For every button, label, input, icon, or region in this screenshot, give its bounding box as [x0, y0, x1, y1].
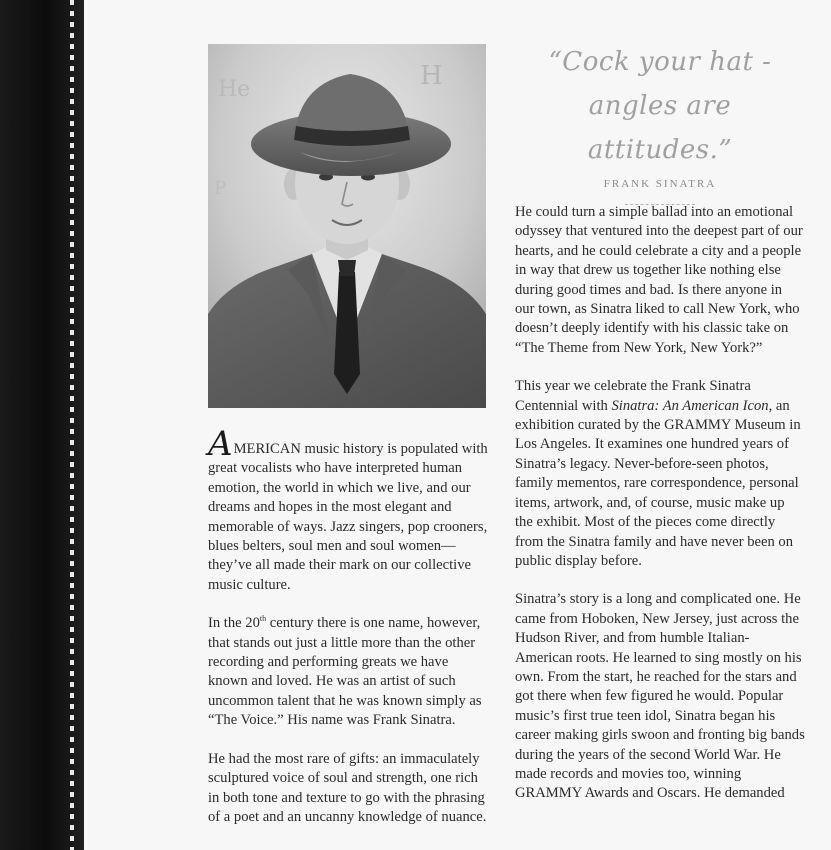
paragraph: [515, 377, 805, 571]
paragraph: Sinatra’s story is a long and complicated one. He came from Hoboken, New Jersey, just across the Hudson River, and from humble Italian-American roots. He learned to sing mostly on his own. From the start, he reached for the stars and got there when few figured he would. Popular music’s first true teen idol, Sinatra began his career making girls swoon and fronting big bands during the years of the second World War. He made records and movies too, winning GRAMMY Awards and Oscars. He demanded: [515, 591, 805, 802]
paragraph: [208, 424, 490, 595]
quote-line-2: angles are attitudes.”: [587, 91, 733, 165]
paragraph-text: century there is one name, however, that stands out just a little more than the other recording and performing greats we have known and loved. He was an artist of such uncommon talent that he was known simply as “The Voice.” His name was Frank Sinatra.: [208, 615, 482, 729]
paragraph-text: This year we celebrate the Frank Sinatra Centennial with: [515, 378, 751, 414]
right-column: [515, 203, 805, 823]
lead-in-caps: MERICAN: [233, 441, 301, 457]
svg-text:P: P: [214, 178, 227, 199]
paragraph: He could turn a simple ballad into an emotional odyssey that ventured into the deepest part of our hearts, and he could celebrate a city and a people in way that drew us together like nothing else during good times and bad. Is there anyone in our town, as Sinatra liked to call New York, who doesn’t deeply identify with his classic take on “The Theme from New York, New York?”: [515, 204, 803, 356]
paragraph-text: , an exhibition curated by the GRAMMY Museum in Los Angeles. It examines one hundred years of Sinatra’s legacy. Never-before-seen photos, family mementos, rare correspondence, personal items, artwork, and, of course, music make up the exhibit. Most of the pieces come directly from the Sinatra family and have never been on public display before.: [515, 397, 801, 569]
quote-line-1: “Cock your hat -: [548, 47, 772, 77]
ordinal-suffix: th: [259, 614, 267, 624]
pull-quote: [515, 40, 805, 205]
quote-attribution: FRANK SINATRA: [603, 178, 717, 190]
left-column: [208, 424, 490, 846]
drop-cap: A: [208, 424, 233, 464]
paragraph-text: music history is populated with great vocalists who have interpreted human emotion, the world in which we live, and our dreams and hopes in the most elegant and memorable of ways. Jazz singers, pop crooners, blues belters, soul men and soul women—they’ve all made their mark on our collective music culture.: [208, 441, 488, 593]
book-spine: [0, 0, 84, 850]
portrait-photo: [208, 44, 486, 408]
exhibition-title: Sinatra: An American Icon: [611, 397, 769, 414]
portrait-illustration: [208, 44, 486, 408]
paragraph: [208, 614, 490, 730]
paragraph: He had the most rare of gifts: an immaculately sculptured voice of soul and strength, one rich in both tone and texture to go with the phrasing of a poet and an uncanny knowledge of nuance.: [208, 750, 487, 825]
svg-text:H: H: [420, 61, 443, 91]
spine-stitching: [70, 0, 74, 850]
paragraph-text: In the 20: [208, 615, 260, 632]
svg-text:He: He: [218, 77, 251, 102]
